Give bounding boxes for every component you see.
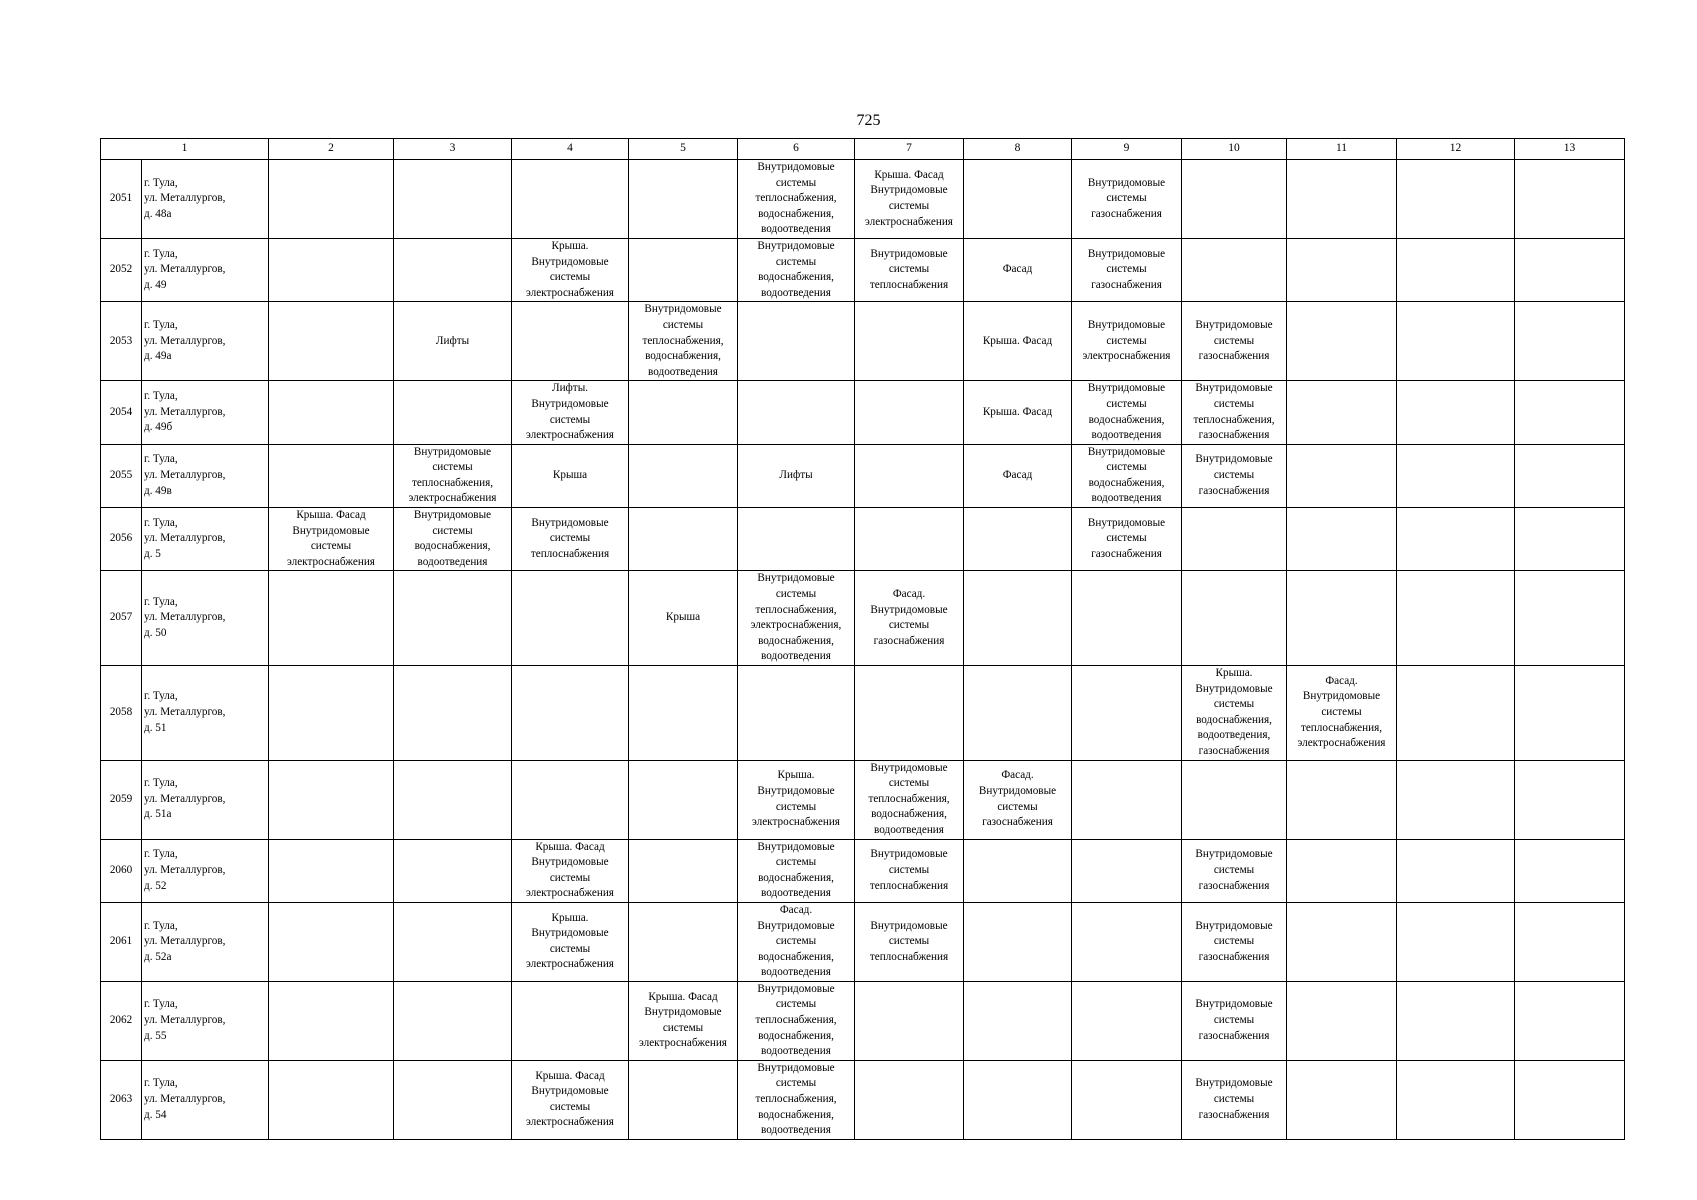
work-cell-col-6: Внутридомовые системы теплоснабжения, электроснабжения, водоснабжения, водоотведения [738, 571, 855, 666]
work-cell-col-2 [269, 902, 394, 981]
work-cell-col-10: Внутридомовые системы газоснабжения [1182, 839, 1287, 902]
work-cell-col-7: Внутридомовые системы теплоснабжения, водоснабжения, водоотведения [855, 760, 964, 839]
table-row [101, 571, 1625, 666]
work-cell-col-10: Внутридомовые системы газоснабжения [1182, 1060, 1287, 1139]
work-cell-col-8: Фасад [964, 238, 1072, 301]
table-row [101, 302, 1625, 381]
work-cell-col-4 [512, 160, 629, 239]
address-cell: г. Тула, ул. Металлургов, д. 49а [142, 302, 269, 381]
header-cell: 7 [855, 139, 964, 160]
work-cell-col-5 [629, 666, 738, 761]
header-cell: 4 [512, 139, 629, 160]
work-cell-col-4: Крыша. Фасад Внутридомовые системы электроснабжения [512, 1060, 629, 1139]
work-cell-col-2 [269, 666, 394, 761]
work-cell-col-11 [1287, 1060, 1397, 1139]
work-cell-col-2 [269, 839, 394, 902]
work-cell-col-6: Внутридомовые системы водоснабжения, водоотведения [738, 238, 855, 301]
work-cell-col-4 [512, 981, 629, 1060]
work-cell-col-11 [1287, 302, 1397, 381]
work-cell-col-6 [738, 508, 855, 571]
address-cell: г. Тула, ул. Металлургов, д. 55 [142, 981, 269, 1060]
work-cell-col-7 [855, 508, 964, 571]
work-cell-col-9 [1072, 981, 1182, 1060]
header-cell: 11 [1287, 139, 1397, 160]
work-cell-col-6 [738, 666, 855, 761]
work-cell-col-13 [1515, 302, 1625, 381]
header-cell: 13 [1515, 139, 1625, 160]
work-cell-col-6: Внутридомовые системы теплоснабжения, водоснабжения, водоотведения [738, 1060, 855, 1139]
work-cell-col-13 [1515, 508, 1625, 571]
work-cell-col-4: Крыша [512, 444, 629, 507]
work-cell-col-10: Внутридомовые системы газоснабжения [1182, 444, 1287, 507]
work-cell-col-3 [394, 839, 512, 902]
work-cell-col-4: Крыша. Внутридомовые системы электроснабжения [512, 238, 629, 301]
work-cell-col-3 [394, 981, 512, 1060]
work-cell-col-10 [1182, 508, 1287, 571]
work-cell-col-8: Фасад. Внутридомовые системы газоснабжения [964, 760, 1072, 839]
work-cell-col-3: Внутридомовые системы теплоснабжения, электроснабжения [394, 444, 512, 507]
work-cell-col-6: Лифты [738, 444, 855, 507]
work-cell-col-6: Внутридомовые системы теплоснабжения, водоснабжения, водоотведения [738, 981, 855, 1060]
row-number: 2051 [101, 160, 142, 239]
work-cell-col-12 [1397, 160, 1515, 239]
work-cell-col-8 [964, 160, 1072, 239]
header-cell: 8 [964, 139, 1072, 160]
work-cell-col-7 [855, 981, 964, 1060]
work-cell-col-12 [1397, 571, 1515, 666]
work-cell-col-7: Фасад. Внутридомовые системы газоснабжения [855, 571, 964, 666]
work-cell-col-6: Внутридомовые системы теплоснабжения, водоснабжения, водоотведения [738, 160, 855, 239]
table-row [101, 238, 1625, 301]
work-cell-col-6: Фасад. Внутридомовые системы водоснабжения, водоотведения [738, 902, 855, 981]
row-number: 2060 [101, 839, 142, 902]
work-cell-col-11 [1287, 571, 1397, 666]
work-cell-col-4: Внутридомовые системы теплоснабжения [512, 508, 629, 571]
work-cell-col-2 [269, 381, 394, 444]
work-cell-col-8 [964, 571, 1072, 666]
row-number: 2053 [101, 302, 142, 381]
work-cell-col-7 [855, 381, 964, 444]
work-cell-col-8 [964, 902, 1072, 981]
work-cell-col-2 [269, 981, 394, 1060]
header-cell: 9 [1072, 139, 1182, 160]
work-cell-col-7: Внутридомовые системы теплоснабжения [855, 238, 964, 301]
work-cell-col-10: Внутридомовые системы газоснабжения [1182, 981, 1287, 1060]
work-cell-col-10 [1182, 160, 1287, 239]
work-cell-col-2 [269, 1060, 394, 1139]
address-cell: г. Тула, ул. Металлургов, д. 5 [142, 508, 269, 571]
work-cell-col-7: Внутридомовые системы теплоснабжения [855, 902, 964, 981]
work-cell-col-13 [1515, 666, 1625, 761]
work-cell-col-10: Внутридомовые системы теплоснабжения, газоснабжения [1182, 381, 1287, 444]
work-cell-col-11 [1287, 902, 1397, 981]
work-cell-col-12 [1397, 760, 1515, 839]
table-row [101, 666, 1625, 761]
address-cell: г. Тула, ул. Металлургов, д. 54 [142, 1060, 269, 1139]
work-cell-col-8 [964, 508, 1072, 571]
work-cell-col-12 [1397, 981, 1515, 1060]
work-cell-col-12 [1397, 381, 1515, 444]
address-cell: г. Тула, ул. Металлургов, д. 49 [142, 238, 269, 301]
work-cell-col-3 [394, 666, 512, 761]
row-number: 2054 [101, 381, 142, 444]
work-cell-col-9 [1072, 666, 1182, 761]
header-cell: 5 [629, 139, 738, 160]
work-cell-col-5 [629, 381, 738, 444]
work-cell-col-10: Внутридомовые системы газоснабжения [1182, 902, 1287, 981]
work-cell-col-11 [1287, 160, 1397, 239]
work-cell-col-12 [1397, 238, 1515, 301]
work-cell-col-4: Крыша. Внутридомовые системы электроснабжения [512, 902, 629, 981]
work-cell-col-5 [629, 1060, 738, 1139]
row-number: 2062 [101, 981, 142, 1060]
work-cell-col-11 [1287, 839, 1397, 902]
work-cell-col-2 [269, 238, 394, 301]
work-cell-col-7 [855, 444, 964, 507]
work-cell-col-13 [1515, 1060, 1625, 1139]
header-row [101, 139, 1625, 160]
work-cell-col-10 [1182, 571, 1287, 666]
work-cell-col-12 [1397, 302, 1515, 381]
address-cell: г. Тула, ул. Металлургов, д. 49в [142, 444, 269, 507]
work-cell-col-10: Внутридомовые системы газоснабжения [1182, 302, 1287, 381]
work-cell-col-5: Крыша. Фасад Внутридомовые системы электроснабжения [629, 981, 738, 1060]
address-cell: г. Тула, ул. Металлургов, д. 52а [142, 902, 269, 981]
repair-schedule-table [100, 138, 1625, 1140]
header-cell: 10 [1182, 139, 1287, 160]
work-cell-col-9 [1072, 1060, 1182, 1139]
table-row [101, 1060, 1625, 1139]
work-cell-col-9: Внутридомовые системы газоснабжения [1072, 160, 1182, 239]
work-cell-col-12 [1397, 839, 1515, 902]
work-cell-col-5 [629, 160, 738, 239]
work-cell-col-9 [1072, 571, 1182, 666]
work-cell-col-8 [964, 981, 1072, 1060]
work-cell-col-12 [1397, 902, 1515, 981]
work-cell-col-9: Внутридомовые системы газоснабжения [1072, 238, 1182, 301]
address-cell: г. Тула, ул. Металлургов, д. 51а [142, 760, 269, 839]
work-cell-col-3 [394, 571, 512, 666]
work-cell-col-3 [394, 381, 512, 444]
work-cell-col-3 [394, 760, 512, 839]
work-cell-col-2 [269, 160, 394, 239]
work-cell-col-6 [738, 381, 855, 444]
table-row [101, 760, 1625, 839]
work-cell-col-5: Крыша [629, 571, 738, 666]
work-cell-col-9: Внутридомовые системы газоснабжения [1072, 508, 1182, 571]
row-number: 2055 [101, 444, 142, 507]
work-cell-col-9: Внутридомовые системы водоснабжения, водоотведения [1072, 444, 1182, 507]
work-cell-col-13 [1515, 839, 1625, 902]
page-number: 725 [856, 112, 881, 129]
work-cell-col-11 [1287, 981, 1397, 1060]
work-cell-col-11: Фасад. Внутридомовые системы теплоснабжения, электроснабжения [1287, 666, 1397, 761]
work-cell-col-10 [1182, 760, 1287, 839]
address-cell: г. Тула, ул. Металлургов, д. 49б [142, 381, 269, 444]
work-cell-col-3 [394, 160, 512, 239]
header-cell: 6 [738, 139, 855, 160]
work-cell-col-2 [269, 760, 394, 839]
work-cell-col-5 [629, 444, 738, 507]
work-cell-col-12 [1397, 444, 1515, 507]
address-cell: г. Тула, ул. Металлургов, д. 51 [142, 666, 269, 761]
work-cell-col-13 [1515, 981, 1625, 1060]
work-cell-col-6: Крыша. Внутридомовые системы электроснабжения [738, 760, 855, 839]
header-cell: 1 [101, 139, 269, 160]
work-cell-col-10: Крыша. Внутридомовые системы водоснабжения, водоотведения, газоснабжения [1182, 666, 1287, 761]
work-cell-col-7 [855, 302, 964, 381]
row-number: 2061 [101, 902, 142, 981]
work-cell-col-2 [269, 302, 394, 381]
row-number: 2057 [101, 571, 142, 666]
work-cell-col-11 [1287, 381, 1397, 444]
work-cell-col-13 [1515, 902, 1625, 981]
work-cell-col-4 [512, 760, 629, 839]
work-cell-col-8 [964, 839, 1072, 902]
work-cell-col-5: Внутридомовые системы теплоснабжения, водоснабжения, водоотведения [629, 302, 738, 381]
work-cell-col-7 [855, 1060, 964, 1139]
work-cell-col-5 [629, 238, 738, 301]
work-cell-col-9 [1072, 902, 1182, 981]
work-cell-col-9: Внутридомовые системы водоснабжения, водоотведения [1072, 381, 1182, 444]
work-cell-col-7: Крыша. Фасад Внутридомовые системы электроснабжения [855, 160, 964, 239]
work-cell-col-7 [855, 666, 964, 761]
table-row [101, 444, 1625, 507]
address-cell: г. Тула, ул. Металлургов, д. 48а [142, 160, 269, 239]
table-row [101, 160, 1625, 239]
row-number: 2059 [101, 760, 142, 839]
header-cell: 2 [269, 139, 394, 160]
table-row [101, 381, 1625, 444]
work-cell-col-4: Крыша. Фасад Внутридомовые системы электроснабжения [512, 839, 629, 902]
work-cell-col-9: Внутридомовые системы электроснабжения [1072, 302, 1182, 381]
work-cell-col-8 [964, 1060, 1072, 1139]
address-cell: г. Тула, ул. Металлургов, д. 52 [142, 839, 269, 902]
work-cell-col-4 [512, 666, 629, 761]
work-cell-col-3 [394, 902, 512, 981]
table-row [101, 902, 1625, 981]
work-cell-col-3 [394, 238, 512, 301]
work-cell-col-5 [629, 760, 738, 839]
work-cell-col-13 [1515, 760, 1625, 839]
work-cell-col-5 [629, 902, 738, 981]
work-cell-col-9 [1072, 839, 1182, 902]
work-cell-col-6 [738, 302, 855, 381]
header-cell: 12 [1397, 139, 1515, 160]
address-cell: г. Тула, ул. Металлургов, д. 50 [142, 571, 269, 666]
work-cell-col-10 [1182, 238, 1287, 301]
work-cell-col-8 [964, 666, 1072, 761]
work-cell-col-2 [269, 444, 394, 507]
work-cell-col-13 [1515, 238, 1625, 301]
work-cell-col-13 [1515, 571, 1625, 666]
table-body [101, 139, 1625, 1140]
work-cell-col-4 [512, 302, 629, 381]
work-cell-col-4 [512, 571, 629, 666]
work-cell-col-5 [629, 508, 738, 571]
work-cell-col-11 [1287, 238, 1397, 301]
work-cell-col-11 [1287, 444, 1397, 507]
work-cell-col-13 [1515, 160, 1625, 239]
work-cell-col-8: Крыша. Фасад [964, 302, 1072, 381]
work-cell-col-3 [394, 1060, 512, 1139]
row-number: 2052 [101, 238, 142, 301]
work-cell-col-2 [269, 571, 394, 666]
row-number: 2063 [101, 1060, 142, 1139]
work-cell-col-7: Внутридомовые системы теплоснабжения [855, 839, 964, 902]
table-row [101, 839, 1625, 902]
work-cell-col-9 [1072, 760, 1182, 839]
work-cell-col-4: Лифты. Внутридомовые системы электроснабжения [512, 381, 629, 444]
work-cell-col-11 [1287, 508, 1397, 571]
work-cell-col-13 [1515, 381, 1625, 444]
work-cell-col-12 [1397, 508, 1515, 571]
work-cell-col-12 [1397, 666, 1515, 761]
table-row [101, 508, 1625, 571]
header-cell: 3 [394, 139, 512, 160]
work-cell-col-8: Крыша. Фасад [964, 381, 1072, 444]
work-cell-col-8: Фасад [964, 444, 1072, 507]
row-number: 2058 [101, 666, 142, 761]
work-cell-col-3: Внутридомовые системы водоснабжения, водоотведения [394, 508, 512, 571]
work-cell-col-2: Крыша. Фасад Внутридомовые системы электроснабжения [269, 508, 394, 571]
work-cell-col-12 [1397, 1060, 1515, 1139]
work-cell-col-13 [1515, 444, 1625, 507]
work-cell-col-6: Внутридомовые системы водоснабжения, водоотведения [738, 839, 855, 902]
work-cell-col-5 [629, 839, 738, 902]
table-row [101, 981, 1625, 1060]
work-cell-col-3: Лифты [394, 302, 512, 381]
work-cell-col-11 [1287, 760, 1397, 839]
row-number: 2056 [101, 508, 142, 571]
